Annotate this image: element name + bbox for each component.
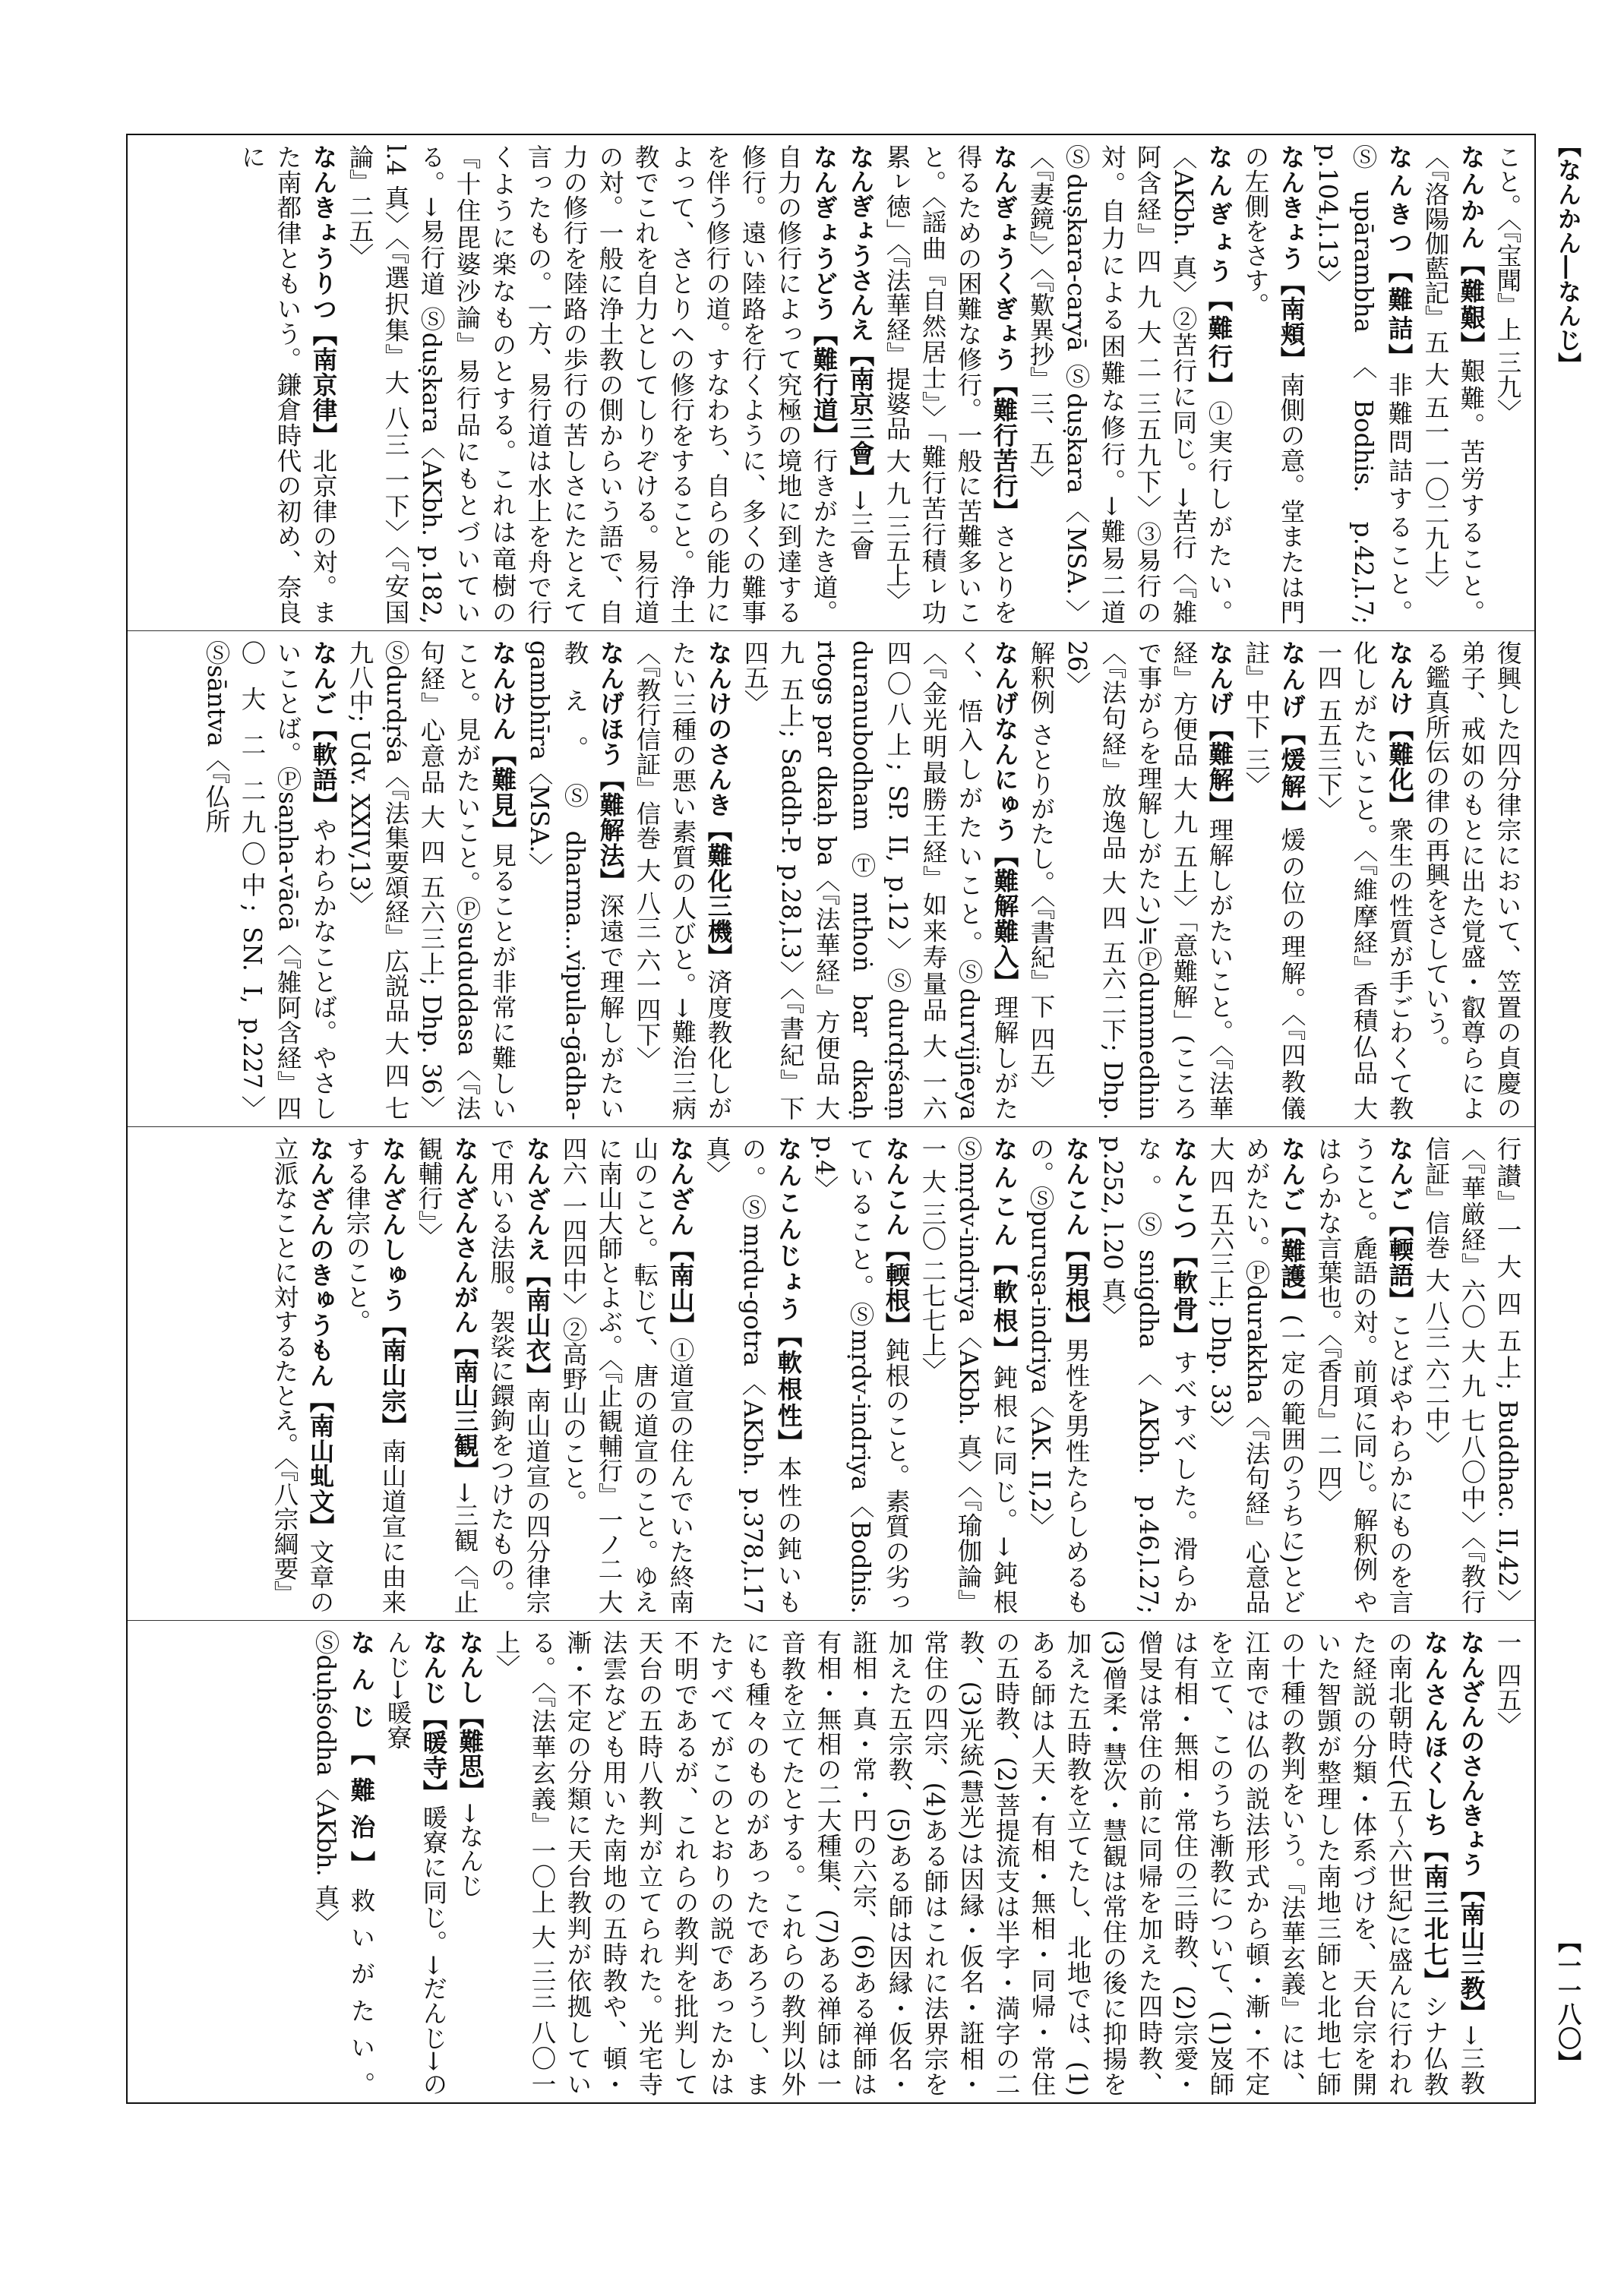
entry-text: 復興した四分律宗において、笠置の貞慶の弟子、戒如のもとに出た覚盛・叡尊らによる鑑真所伝の律の再興をさしていう。 [1422, 640, 1522, 1120]
entry-headword: なんぎょうくぎょう【難行苦行】 [990, 144, 1019, 524]
dictionary-entry [198, 640, 342, 1120]
dictionary-entry [555, 1136, 699, 1614]
entry-headword: なんこん【軟根】 [990, 1136, 1019, 1365]
entry-headword: なんぎょう【難行】 [1205, 144, 1234, 401]
entry-headword: なんこん【男根】 [1062, 1136, 1092, 1338]
entry-headword: なんぎょうさんえ【南京三會】 [846, 144, 876, 490]
dictionary-entry [1310, 1136, 1418, 1614]
tier-column [134, 1136, 1525, 1614]
entry-text: 理解しがたいこと。〈『法華経』方便品 大 九 五上〉「意難解」(こころで事がらを理解しがたい)≒Ⓟdummedhin〈『法句経』放逸品 大 四 五六二下; Dhp. 26〉 [1063, 640, 1234, 1120]
dictionary-entry [1095, 1136, 1202, 1614]
entry-text: (一定の範囲のうちに)とどめがたい。Ⓟdurakkha〈『法句経』心意品 大 四 五六三上; Dhp. 33〉 [1206, 1136, 1306, 1614]
dictionary-entry [234, 144, 342, 624]
entry-text: やわらかなことば。やさしいことば。Ⓟsaṇha-vācā〈『雑阿含経』四〇 大 二 二九〇中; SN. I, p.227〉Ⓢsāntva〈『仏所 [202, 640, 338, 1120]
entry-text: すべすべした。滑らかな。Ⓢsnigdha〈AKbh. p.46,l.27; p.252, l.20 真〉 [1098, 1136, 1199, 1614]
entry-headword: なんげ【難解】 [1205, 640, 1235, 817]
entry-headword: なんかん【難艱】 [1457, 144, 1487, 359]
entry-text: 暖寮に同じ。→だんじ→のんじ→暖寮 [384, 1630, 448, 2096]
dictionary-entry [842, 144, 879, 624]
tier-1 [128, 135, 1534, 631]
entry-headword: なんこつ【軟骨】 [1170, 1136, 1199, 1350]
entry-text: 南山道宣に由来する律宗のこと。 [343, 1136, 407, 1614]
dictionary-entry [1022, 144, 1237, 624]
entry-text: 南側の意。堂または門の左側をさす。 [1241, 144, 1306, 624]
entry-headword: なんざん【南山】 [666, 1136, 696, 1338]
entry-text: 鈍根のこと。素質の劣っていること。Ⓢmṛdv-indriya〈Bodhis. p.4〉 [810, 1136, 911, 1614]
entry-text: ①実行しがたい。〈AKbh. 真〉②苦行に同じ。→苦行〈『雑阿含経』四 九 大 二 三五九下〉③易行の対。自力による困難な修行。→難易二道 Ⓢduṣkara-caryā Ⓢduṣkara〈MSA.〉〈『妻鏡』〉〈『歎異抄』三、五〉 [1026, 144, 1234, 624]
dictionary-entry [1417, 144, 1490, 624]
tier-column [134, 640, 1525, 1120]
dictionary-entry [1490, 144, 1525, 624]
dictionary-entry [488, 1630, 1453, 2096]
tier-4 [128, 1621, 1534, 2102]
entry-text: 鈍根に同じ。→鈍根 Ⓢmṛdv-indriya〈AKbh. 真〉〈『瑜伽論』一 大 三〇 二七七上〉 [918, 1136, 1019, 1614]
entry-text: 南山道宣の四分律宗で用いる法服。袈裟に鐶鉤をつけたもの。 [487, 1136, 551, 1614]
dictionary-entry [807, 1136, 915, 1614]
dictionary-entry [1238, 640, 1310, 1120]
dictionary-entry [308, 1630, 380, 2096]
page-number: 【一一八〇】 [1553, 1929, 1581, 2075]
entry-text: →三教 [1457, 2025, 1486, 2096]
dictionary-entry [1202, 1136, 1310, 1614]
entry-text: 行讃』一 大 四 五上; Buddhac. II,42〉〈『華厳経』六〇 大 九 七八〇中〉〈『教行信証』信巻 大 八三 六二中〉 [1422, 1136, 1522, 1614]
entry-text: →三観〈『止観輔行』〉 [415, 1136, 479, 1614]
entry-text: 煖の位の理解。〈『四教儀註』中下 三〉 [1242, 640, 1306, 1120]
tier-column [134, 1630, 1525, 2096]
dictionary-entry [411, 1136, 483, 1614]
entry-headword: なんけのさんき【難化三機】 [704, 640, 734, 969]
entry-headword: なんげほう【難解法】 [596, 640, 626, 894]
entry-text: 北京律の対。また南都律ともいう。鎌倉時代の初め、奈良に [238, 144, 338, 624]
tier-column [134, 144, 1525, 624]
entry-text: シナ仏教の南北朝時代(五〜六世紀)に盛んに行われた経説の分類・体系づけを、天台宗を開いた智顗が整理した南地三師と北地七師の十種の教判をいう。『法華玄義』には、江南では仏の説法形式から頓・漸・不定を立て、このうち漸教について、(1)岌師は有相・無相・常住の三時教、(2)宗愛・僧旻は常住の前に同帰を加えた四時教、(3)僧柔・慧次・慧観は常住の後に抑揚を加えた五時教を立てたし、北地では、(1)ある師は人天・有相・無相・同帰・常住の五時教、(2)菩提流支は半字・満字の二教、(3)光統(慧光)は因縁・仮名・誑相・常住の四宗、(4)ある師はこれに法界宗を加えた五宗教、(5)ある師は因縁・仮名・誑相・真・常・円の六宗、(6)ある禅師は有相・無相の二大種集、(7)ある禅師は一音教を立てたとする。これらの教判以外にも種々のものがあったであろうし、またすべてがこのとおりの説であったかは不明であるが、これらの教判を批判して天台の五時八教判が立てられた。光宅寺法雲なども用いた南地の五時教や、頓・漸・不定の分類に天台教判が依拠している。〈『法華玄義』一〇上 大 三三 八〇一上〉 [492, 1630, 1449, 2096]
entry-text: 見ることが非常に難しいこと。見がたいこと。Ⓟsududdasa〈『法句経』心意品 大 四 五六三上; Dhp. 36〉Ⓢdurdṛśa〈『法集要頌経』広説品 大 四 七九八中; Udv. XXIV,13〉 [346, 640, 517, 1120]
entry-text: →三會 [846, 490, 875, 561]
dictionary-entry [629, 640, 737, 1120]
entry-headword: なんこん【輭根】 [882, 1136, 912, 1338]
dictionary-entry [380, 1630, 452, 2096]
entry-headword: なんし【難思】 [456, 1630, 485, 1803]
entry-headword: なんざんしゅう【南山宗】 [378, 1136, 408, 1439]
dictionary-entry [1059, 640, 1238, 1120]
entry-headword: なんざんさんがん【南山三観】 [450, 1136, 480, 1483]
dictionary-entry [1023, 640, 1059, 1120]
entry-text: 男性を男性たらしめるもの。Ⓢpuruṣa-indriya〈AK. II,2〉 [1026, 1136, 1091, 1614]
dictionary-entry [1418, 640, 1525, 1120]
entry-headword: なんきょう【南頬】 [1277, 144, 1306, 372]
entry-headword: なんげなんにゅう【難解難入】 [991, 640, 1020, 995]
entry-headword: なんげ【煖解】 [1278, 640, 1307, 827]
entry-text: 深遠で理解しがたい教え。Ⓢdharma...vipula-gādha-gambhīra〈MSA.〉 [525, 640, 625, 1120]
dictionary-entry [342, 144, 842, 624]
entry-text: 解釈例 さとりがたし。〈『書紀』下 四五〉 [1027, 640, 1056, 1101]
entry-text: ①道宣の住んでいた終南山のこと。転じて、唐の道宣のこと。ゆえに南山大師とよぶ。〈『止観輔行』一ノ二 大 四六 一四四中〉②高野山のこと。 [559, 1136, 695, 1614]
entry-text: 理解しがたく、悟入しがたいこと。Ⓢdurvijñeya〈『金光明最勝王経』如来寿量品 大 一六 四〇八上; SP. II, p.12〉Ⓢdurdṛśaṃ duranubodham Ⓣmthoṅ bar dkaḥ rtogs par dkaḥ ba〈『法華経』方便品 大 九 五上; Saddh-P. p.28,l.3〉〈『書紀』下 四五〉 [741, 640, 1019, 1120]
entry-text: 非難問詰すること。Ⓢupārambha〈Bodhis. p.42,l.7; p.104,l.13〉 [1313, 144, 1414, 624]
entry-headword: なんご【難護】 [1278, 1136, 1307, 1315]
dictionary-page-frame [126, 134, 1536, 2104]
dictionary-entry [1453, 1630, 1490, 2096]
dictionary-entry [915, 1136, 1022, 1614]
dictionary-entry [1237, 144, 1310, 624]
entry-headword: なんざんのさんきょう【南山三教】 [1457, 1630, 1487, 2025]
dictionary-entry [1490, 1630, 1525, 2096]
tier-3 [128, 1127, 1534, 1621]
entry-headword: なんきつ【難詰】 [1385, 144, 1414, 372]
dictionary-entry [521, 640, 629, 1120]
dictionary-entry [339, 1136, 411, 1614]
entry-headword: なんざんのきゅうもん【南山虬文】 [306, 1136, 336, 1540]
dictionary-entry [483, 1136, 555, 1614]
entry-headword: なんさんほくしち【南三北七】 [1420, 1630, 1450, 1994]
dictionary-entry [342, 640, 521, 1120]
dictionary-entry [1310, 640, 1418, 1120]
entry-text: 本性の鈍いもの。Ⓢmṛdu-gotra〈AKbh. p.378,l.17 真〉 [703, 1136, 803, 1614]
entry-headword: なんじ【難治】 [347, 1630, 377, 1888]
dictionary-entry [737, 640, 1023, 1120]
entry-text: 行きがたき道。自力の修行によって究極の境地に到達する修行。遠い陸路を行くように、多くの難事を伴う修行の道。すなわち、自らの能力によって、さとりへの修行をすること。浄土教でこれを自力としてしりぞける。易行道の対。一般に浄土教の側からいう語で、自力の修行を陸路の歩行の苦しさにたとえて言ったもの。一方、易行道は水上を舟で行くように楽なものとする。これは竜樹の『十住毘婆沙論』易行品にもとづいている。→易行道 Ⓢduṣkara〈AKbh. p.182, l.4 真〉〈『選択集』大 八三 一下〉〈『安国論』二五〉 [346, 144, 839, 624]
entry-headword: なんぎょうどう【難行道】 [810, 144, 839, 448]
entry-text: 艱難。苦労すること。〈『洛陽伽藍記』五 大 五一 一〇二九上〉 [1421, 144, 1486, 624]
entry-headword: なんきょうりつ【南京律】 [309, 144, 339, 448]
entry-headword: なんこんじょう【軟根性】 [774, 1136, 804, 1457]
entry-headword: なんけん【難見】 [488, 640, 518, 843]
entry-headword: なんざんえ【南山衣】 [523, 1136, 552, 1388]
entry-text: ことばやわらかにものを言うこと。麁語の対。前項に同じ。解釈例 やはらかな言葉也。〈『香月』二 四〉 [1314, 1136, 1414, 1614]
dictionary-entry [267, 1136, 339, 1614]
entry-headword: なんご【輭語】 [1385, 1136, 1415, 1312]
entry-text: 衆生の性質が手ごわくて教化しがたいこと。〈『維摩経』香積仏品 大 一四 五五三下〉 [1314, 640, 1414, 1120]
dictionary-entry [699, 1136, 807, 1614]
entry-headword: なんご【軟語】 [309, 640, 339, 818]
entry-text: 文章の立派なことに対するたとえ。〈『八宗綱要』 [270, 1136, 335, 1614]
running-head: 【なんかん―なんじ】 [1553, 134, 1581, 377]
dictionary-entry [452, 1630, 488, 2096]
entry-text: →なんじ [456, 1802, 485, 1898]
entry-text: こと。〈『宝聞』上 三九〉 [1493, 144, 1522, 424]
entry-text: 一 四五〉 [1493, 1630, 1522, 1737]
dictionary-entry [1418, 1136, 1525, 1614]
dictionary-entry [1022, 1136, 1095, 1614]
entry-text: さとりを得るための困難な修行。一般に苦難多いこと。〈謡曲『自然居士』〉「難行苦行積ㇾ功累ㇾ徳」〈『法華経』提婆品 大 九 三五上〉 [883, 144, 1019, 624]
dictionary-entry [1310, 144, 1417, 624]
entry-headword: なんじ【暖寺】 [419, 1630, 449, 1805]
entry-text: 救いがたい。Ⓢduḥśodha〈AKbh. 真〉 [311, 1630, 376, 2096]
dictionary-entry [879, 144, 1022, 624]
tier-2 [128, 631, 1534, 1127]
entry-headword: なんけ【難化】 [1385, 640, 1415, 818]
entry-text: 済度教化しがたい三種の悪い素質の人びと。→難治三病〈『教行信証』信巻 大 八三 六一四下〉 [633, 640, 733, 1120]
